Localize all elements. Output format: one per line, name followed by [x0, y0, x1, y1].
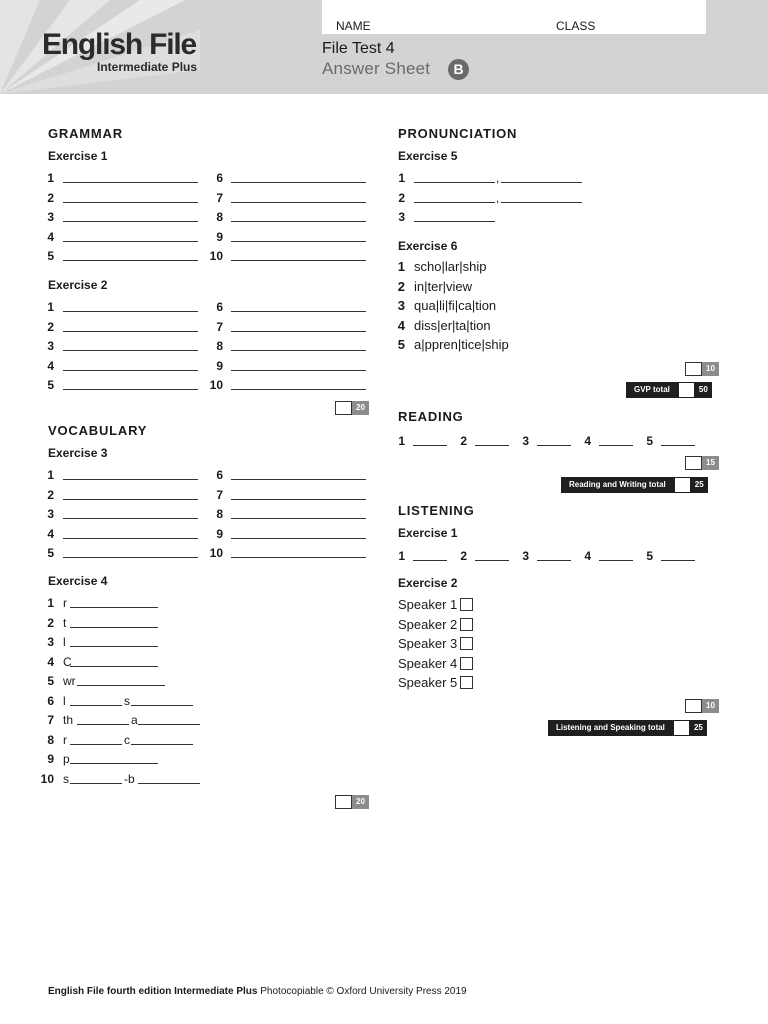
answer-blank[interactable]: [63, 331, 198, 332]
reading-row: [383, 432, 703, 450]
grammar-ex1-row: [200, 169, 370, 187]
answer-blank[interactable]: [414, 202, 495, 203]
answer-blank[interactable]: [231, 260, 366, 261]
vocabulary-ex3-title: Exercise 3: [48, 446, 108, 460]
answer-blank[interactable]: [413, 560, 447, 561]
item-number: 5: [646, 549, 653, 563]
letter-prompt: r: [63, 732, 67, 747]
listening-ex1-row: [383, 547, 703, 565]
item-number: 4: [584, 434, 591, 448]
vocabulary-ex4-row: [32, 770, 202, 788]
item-number: 1: [47, 300, 54, 314]
letter-prompt: wr: [63, 674, 76, 688]
speaker-label: Speaker 1: [398, 597, 458, 612]
syllable-word[interactable]: scho|lar|ship: [414, 259, 487, 274]
listening-speaking-total-bar: [548, 720, 707, 736]
item-number: 8: [47, 732, 54, 747]
item-number: 1: [47, 596, 54, 610]
answer-blank[interactable]: [231, 221, 366, 222]
grammar-ex1-row: [32, 228, 202, 246]
class-label: CLASS: [556, 19, 596, 33]
item-number: 3: [47, 210, 54, 224]
pronunciation-ex5-row: [383, 169, 583, 187]
answer-blank[interactable]: [70, 783, 122, 784]
speaker-label: Speaker 2: [398, 616, 458, 632]
item-number: 1: [398, 434, 405, 448]
answer-blank[interactable]: [63, 221, 198, 222]
reading-title: READING: [398, 409, 464, 424]
listening-ex1-title: Exercise 1: [398, 526, 458, 540]
answer-blank[interactable]: [70, 646, 158, 647]
item-number: 8: [216, 210, 223, 224]
item-number: 2: [398, 190, 405, 205]
item-number: 4: [584, 549, 591, 563]
answer-blank[interactable]: [475, 445, 509, 446]
reading-writing-total-label: Reading and Writing total: [561, 477, 674, 493]
item-number: 2: [397, 278, 405, 294]
item-number: 6: [216, 171, 223, 185]
item-number: 6: [47, 693, 54, 708]
item-number: 4: [47, 229, 54, 244]
item-number: 2: [47, 615, 54, 630]
item-number: 7: [216, 190, 223, 205]
answer-blank[interactable]: [231, 182, 366, 183]
listening-ex2-title: Exercise 2: [398, 576, 458, 590]
speaker-label: Speaker 4: [398, 655, 458, 671]
vocabulary-ex3-row: [32, 505, 202, 523]
item-number: 5: [47, 378, 54, 392]
vocabulary-ex4-row: [32, 711, 202, 729]
listening-score-box: [685, 699, 719, 713]
pronunciation-ex5-row: [383, 189, 583, 207]
vocabulary-score-max: 20: [352, 795, 369, 809]
grammar-ex1-row: [32, 189, 202, 207]
answer-blank[interactable]: [70, 627, 158, 628]
answer-blank[interactable]: [70, 763, 158, 764]
listening-speaker-row: [398, 655, 498, 673]
item-number: 5: [47, 674, 54, 688]
pronunciation-ex6-title: Exercise 6: [398, 239, 458, 253]
grammar-ex2-row: [200, 376, 370, 394]
grammar-ex2-row: [200, 318, 370, 336]
gvp-total-field[interactable]: [678, 382, 695, 398]
pronunciation-ex6-row: [383, 297, 583, 315]
answer-blank[interactable]: [63, 518, 198, 519]
grammar-ex1-row: [200, 228, 370, 246]
pronunciation-ex6-row: [383, 336, 583, 354]
listening-score-field[interactable]: [685, 699, 702, 713]
item-number: 9: [216, 526, 223, 541]
pronunciation-ex6-row: [383, 258, 583, 276]
version-badge: B: [448, 59, 469, 80]
item-number: 1: [47, 171, 54, 185]
item-number: 7: [47, 713, 54, 727]
pronunciation-ex5-title: Exercise 5: [398, 149, 458, 163]
vocabulary-ex3-row: [200, 466, 370, 484]
gvp-total-max: 50: [695, 382, 712, 398]
item-number: 2: [47, 190, 54, 205]
grammar-ex2-row: [32, 337, 202, 355]
item-number: 5: [47, 249, 54, 263]
answer-blank[interactable]: [63, 389, 198, 390]
grammar-ex2-row: [32, 376, 202, 394]
pronunciation-ex6-row: [383, 317, 583, 335]
vocabulary-ex3-row: [200, 486, 370, 504]
item-number: 7: [216, 487, 223, 502]
letter-prompt: p: [63, 752, 70, 766]
grammar-score-field[interactable]: [335, 401, 352, 415]
brand-logo-subtitle: Intermediate Plus: [97, 60, 198, 74]
vocabulary-ex4-row: [32, 731, 202, 749]
vocabulary-ex4-row: [32, 614, 202, 632]
item-number: 7: [216, 319, 223, 334]
letter-prompt: C: [63, 654, 72, 669]
listening-title: LISTENING: [398, 503, 475, 518]
answer-blank[interactable]: [537, 560, 571, 561]
vocabulary-score-field[interactable]: [335, 795, 352, 809]
letter-prompt: t: [63, 615, 67, 630]
answer-blank[interactable]: [77, 724, 129, 725]
pronunciation-ex5-row: [383, 208, 583, 226]
item-number: 6: [216, 300, 223, 314]
syllable-word[interactable]: qua|li|fi|ca|tion: [414, 298, 497, 313]
answer-blank[interactable]: [599, 445, 633, 446]
reading-writing-total-bar: [561, 477, 708, 493]
grammar-ex2-row: [200, 337, 370, 355]
vocabulary-ex3-row: [200, 505, 370, 523]
grammar-ex2-row: [32, 318, 202, 336]
answer-blank[interactable]: [231, 518, 366, 519]
file-test-title: File Test 4: [322, 40, 395, 57]
answer-blank[interactable]: [63, 350, 198, 351]
comma: ,: [496, 171, 500, 185]
answer-blank[interactable]: [599, 560, 633, 561]
listening-speaker-row: [398, 635, 498, 653]
answer-blank[interactable]: [231, 241, 366, 242]
item-number: 1: [398, 171, 405, 185]
answer-blank[interactable]: [63, 479, 198, 480]
item-number: 1: [47, 468, 54, 482]
grammar-ex2-row: [200, 298, 370, 316]
footer-edition: English File fourth edition Intermediate Plus: [48, 986, 258, 997]
reading-score-field[interactable]: [685, 456, 702, 470]
letter-prompt: r: [63, 596, 67, 610]
item-number: 5: [47, 546, 54, 560]
grammar-score-max: 20: [352, 401, 369, 415]
item-number: 10: [40, 771, 54, 786]
answer-blank[interactable]: [70, 607, 158, 608]
letter-prompt: -b: [124, 771, 135, 786]
answer-blank[interactable]: [131, 705, 193, 706]
answer-blank[interactable]: [231, 331, 366, 332]
item-number: 3: [398, 210, 405, 224]
item-number: 4: [397, 317, 405, 333]
vocabulary-ex4-row: [32, 653, 202, 671]
grammar-ex1-row: [32, 169, 202, 187]
item-number: 3: [47, 635, 54, 649]
listening-score-max: 10: [702, 699, 719, 713]
gvp-total-bar: [626, 382, 712, 398]
syllable-word[interactable]: diss|er|ta|tion: [414, 317, 491, 333]
answer-blank[interactable]: [661, 560, 695, 561]
item-number: 4: [47, 358, 54, 373]
answer-blank[interactable]: [231, 350, 366, 351]
item-number: 3: [47, 339, 54, 353]
listening-speaking-total-label: Listening and Speaking total: [548, 720, 673, 736]
listening-speaker-row: [398, 596, 498, 614]
answer-blank[interactable]: [63, 499, 198, 500]
answer-blank[interactable]: [231, 202, 366, 203]
reading-writing-total-max: 25: [691, 477, 708, 493]
grammar-ex1-row: [32, 247, 202, 265]
answer-blank[interactable]: [501, 182, 582, 183]
letter-prompt: th: [63, 713, 74, 727]
grammar-ex2-title: Exercise 2: [48, 278, 108, 292]
vocabulary-ex3-row: [32, 486, 202, 504]
answer-blank[interactable]: [63, 538, 198, 539]
item-number: 4: [47, 654, 54, 669]
reading-score-max: 15: [702, 456, 719, 470]
vocabulary-ex4-row: [32, 750, 202, 768]
syllable-word[interactable]: a|ppren|tice|ship: [414, 337, 509, 352]
answer-blank[interactable]: [537, 445, 571, 446]
item-number: 5: [397, 337, 405, 352]
item-number: 1: [398, 549, 405, 563]
vocabulary-ex3-row: [32, 466, 202, 484]
item-number: 2: [460, 549, 467, 563]
answer-blank[interactable]: [414, 221, 495, 222]
grammar-score-box: [335, 401, 369, 415]
item-number: 9: [216, 229, 223, 244]
answer-blank[interactable]: [414, 182, 495, 183]
letter-prompt: l: [63, 693, 66, 708]
vocabulary-title: VOCABULARY: [48, 423, 148, 438]
gvp-total-label: GVP total: [626, 382, 678, 398]
answer-blank[interactable]: [70, 744, 122, 745]
letter-prompt: s: [63, 771, 69, 786]
answer-blank[interactable]: [231, 370, 366, 371]
speaker-answer-box[interactable]: [460, 598, 473, 611]
speaker-answer-box[interactable]: [460, 676, 473, 689]
grammar-title: GRAMMAR: [48, 126, 123, 141]
answer-blank[interactable]: [63, 311, 198, 312]
answer-blank[interactable]: [63, 260, 198, 261]
syllable-word[interactable]: in|ter|view: [414, 278, 473, 294]
vocabulary-ex4-row: [32, 633, 202, 651]
brand-logo-title: English File: [42, 28, 196, 61]
item-number: 3: [522, 434, 529, 448]
item-number: 2: [47, 319, 54, 334]
answer-blank[interactable]: [231, 499, 366, 500]
grammar-ex1-row: [32, 208, 202, 226]
speaker-label: Speaker 3: [398, 636, 458, 651]
vocabulary-ex3-row: [32, 544, 202, 562]
grammar-ex1-title: Exercise 1: [48, 149, 108, 163]
speaker-answer-box[interactable]: [460, 637, 473, 650]
grammar-ex1-row: [200, 208, 370, 226]
answer-blank[interactable]: [138, 724, 200, 725]
item-number: 3: [397, 298, 405, 313]
answer-blank[interactable]: [501, 202, 582, 203]
answer-blank[interactable]: [475, 560, 509, 561]
name-class-strip: [322, 0, 706, 34]
item-number: 4: [47, 526, 54, 541]
comma: ,: [496, 190, 500, 205]
footer-copyright: Photocopiable © Oxford University Press 2019: [257, 986, 467, 997]
vocabulary-ex4-row: [32, 594, 202, 612]
answer-blank[interactable]: [63, 370, 198, 371]
pronunciation-ex6-row: [383, 278, 583, 296]
answer-sheet-title: Answer Sheet: [322, 59, 431, 78]
answer-blank[interactable]: [661, 445, 695, 446]
letter-prompt: s: [124, 693, 130, 708]
item-number: 3: [522, 549, 529, 563]
vocabulary-ex3-row: [200, 525, 370, 543]
item-number: 8: [216, 507, 223, 521]
answer-blank[interactable]: [63, 557, 198, 558]
name-label: NAME: [336, 19, 371, 33]
grammar-ex2-row: [32, 357, 202, 375]
item-number: 8: [216, 339, 223, 353]
vocabulary-score-box: [335, 795, 369, 809]
item-number: 2: [47, 487, 54, 502]
answer-blank[interactable]: [231, 479, 366, 480]
item-number: 2: [460, 434, 467, 448]
item-number: 10: [209, 249, 223, 263]
answer-blank[interactable]: [413, 445, 447, 446]
answer-blank[interactable]: [231, 311, 366, 312]
listening-speaking-total-field[interactable]: [673, 720, 690, 736]
answer-blank[interactable]: [131, 744, 193, 745]
item-number: 5: [646, 434, 653, 448]
listening-speaker-row: [398, 674, 498, 692]
answer-blank[interactable]: [77, 685, 165, 686]
reading-writing-total-field[interactable]: [674, 477, 691, 493]
footer: [48, 986, 467, 997]
speaker-label: Speaker 5: [398, 675, 458, 690]
vocabulary-ex4-row: [32, 692, 202, 710]
letter-prompt: a: [131, 713, 138, 727]
letter-prompt: c: [124, 732, 130, 747]
item-number: 6: [216, 468, 223, 482]
item-number: 3: [47, 507, 54, 521]
reading-score-box: [685, 456, 719, 470]
speaker-answer-box[interactable]: [460, 657, 473, 670]
letter-prompt: l: [63, 635, 66, 649]
listening-speaker-row: [398, 616, 498, 634]
grammar-ex2-row: [200, 357, 370, 375]
item-number: 9: [47, 752, 54, 766]
answer-blank[interactable]: [231, 557, 366, 558]
answer-blank[interactable]: [63, 202, 198, 203]
item-number: 1: [397, 259, 405, 274]
pronunciation-score-box: [685, 362, 719, 376]
pronunciation-score-field[interactable]: [685, 362, 702, 376]
answer-blank[interactable]: [138, 783, 200, 784]
answer-blank[interactable]: [63, 182, 198, 183]
answer-blank[interactable]: [63, 241, 198, 242]
vocabulary-ex4-title: Exercise 4: [48, 574, 108, 588]
answer-blank[interactable]: [231, 538, 366, 539]
item-number: 10: [209, 378, 223, 392]
answer-blank[interactable]: [70, 666, 158, 667]
vocabulary-ex3-row: [32, 525, 202, 543]
grammar-ex2-row: [32, 298, 202, 316]
grammar-ex1-row: [200, 189, 370, 207]
pronunciation-score-max: 10: [702, 362, 719, 376]
answer-blank[interactable]: [70, 705, 122, 706]
answer-blank[interactable]: [231, 389, 366, 390]
vocabulary-ex4-row: [32, 672, 202, 690]
item-number: 10: [209, 546, 223, 560]
pronunciation-title: PRONUNCIATION: [398, 126, 518, 141]
grammar-ex1-row: [200, 247, 370, 265]
item-number: 9: [216, 358, 223, 373]
speaker-answer-box[interactable]: [460, 618, 473, 631]
vocabulary-ex3-row: [200, 544, 370, 562]
listening-speaking-total-max: 25: [690, 720, 707, 736]
